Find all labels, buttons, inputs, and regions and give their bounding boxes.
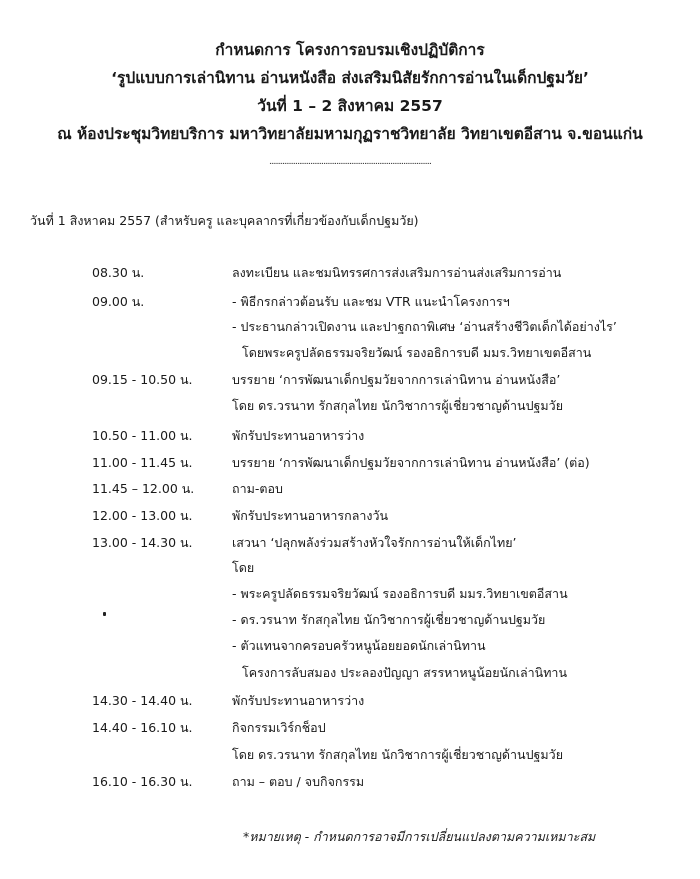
schedule-time: 14.30 - 14.40 น. <box>92 693 193 708</box>
schedule-detail: - ดร.วรนาท รักสกุลไทย นักวิชาการผู้เชี่ยวชาญด้านปฐมวัย <box>232 612 546 627</box>
schedule-time: 12.00 - 13.00 น. <box>92 508 193 523</box>
schedule-detail: - พิธีกรกล่าวต้อนรับ และชม VTR แนะนำโครงการฯ <box>232 294 510 309</box>
document-title: กำหนดการ โครงการอบรมเชิงปฏิบัติการ <box>215 41 485 59</box>
schedule-time: 09.15 - 10.50 น. <box>92 372 193 387</box>
event-venue: ณ ห้องประชุมวิทยบริการ มหาวิทยาลัยมหามกุฏราชวิทยาลัย วิทยาเขตอีสาน จ.ขอนแก่น <box>57 125 643 143</box>
schedule-detail: โดย <box>232 560 255 575</box>
schedule-detail: - ประธานกล่าวเปิดงาน และปาฐกถาพิเศษ ‘อ่านสร้างชีวิตเด็กได้อย่างไร’ <box>232 319 617 334</box>
schedule-time: 16.10 - 16.30 น. <box>92 774 193 789</box>
schedule-detail: ถาม-ตอบ <box>232 481 283 496</box>
schedule-detail: พักรับประทานอาหารว่าง <box>232 693 365 708</box>
schedule-time: 11.45 – 12.00 น. <box>92 481 195 496</box>
event-dates: วันที่ 1 – 2 สิงหาคม 2557 <box>257 97 443 115</box>
schedule-time: 14.40 - 16.10 น. <box>92 720 193 735</box>
schedule-detail: พักรับประทานอาหารว่าง <box>232 428 365 443</box>
dotted-divider: ....................................................................................... <box>269 157 431 167</box>
schedule-detail: - พระครูปลัดธรรมจริยวัฒน์ รองอธิการบดี มมร.วิทยาเขตอีสาน <box>232 586 568 601</box>
schedule-detail: โดยพระครูปลัดธรรมจริยวัฒน์ รองอธิการบดี มมร.วิทยาเขตอีสาน <box>242 345 592 360</box>
schedule-time: 11.00 - 11.45 น. <box>92 455 193 470</box>
schedule-detail: ลงทะเบียน และชมนิทรรศการส่งเสริมการอ่านส่งเสริมการอ่าน <box>232 265 562 280</box>
schedule-detail: โครงการลับสมอง ประลองปัญญา สรรหาหนูน้อยนักเล่านิทาน <box>242 665 567 680</box>
schedule-detail: บรรยาย ‘การพัฒนาเด็กปฐมวัยจากการเล่านิทาน อ่านหนังสือ’ <box>232 372 561 387</box>
schedule-detail: - ตัวแทนจากครอบครัวหนูน้อยยอดนักเล่านิทาน <box>232 638 486 653</box>
schedule-time: 13.00 - 14.30 น. <box>92 535 193 550</box>
schedule-time: 08.30 น. <box>92 265 145 280</box>
project-name: ‘รูปแบบการเล่านิทาน อ่านหนังสือ ส่งเสริมนิสัยรักการอ่านในเด็กปฐมวัย’ <box>111 69 589 87</box>
scan-speck <box>103 612 106 616</box>
schedule-detail: โดย ดร.วรนาท รักสกุลไทย นักวิชาการผู้เชี่ยวชาญด้านปฐมวัย <box>232 747 564 762</box>
footnote: *หมายเหตุ - กำหนดการอาจมีการเปลี่ยนแปลงตามความเหมาะสม <box>243 829 596 844</box>
schedule-detail: กิจกรรมเวิร์กช็อป <box>232 720 326 735</box>
schedule-detail: เสวนา ‘ปลุกพลังร่วมสร้างหัวใจรักการอ่านให้เด็กไทย’ <box>232 535 517 550</box>
schedule-detail: โดย ดร.วรนาท รักสกุลไทย นักวิชาการผู้เชี่ยวชาญด้านปฐมวัย <box>232 398 564 413</box>
schedule-detail: บรรยาย ‘การพัฒนาเด็กปฐมวัยจากการเล่านิทาน อ่านหนังสือ’ (ต่อ) <box>232 455 590 470</box>
schedule-time: 09.00 น. <box>92 294 145 309</box>
schedule-detail: พักรับประทานอาหารกลางวัน <box>232 508 389 523</box>
day-heading: วันที่ 1 สิงหาคม 2557 (สำหรับครู และบุคลากรที่เกี่ยวข้องกับเด็กปฐมวัย) <box>30 213 419 228</box>
schedule-time: 10.50 - 11.00 น. <box>92 428 193 443</box>
schedule-detail: ถาม – ตอบ / จบกิจกรรม <box>232 774 365 789</box>
